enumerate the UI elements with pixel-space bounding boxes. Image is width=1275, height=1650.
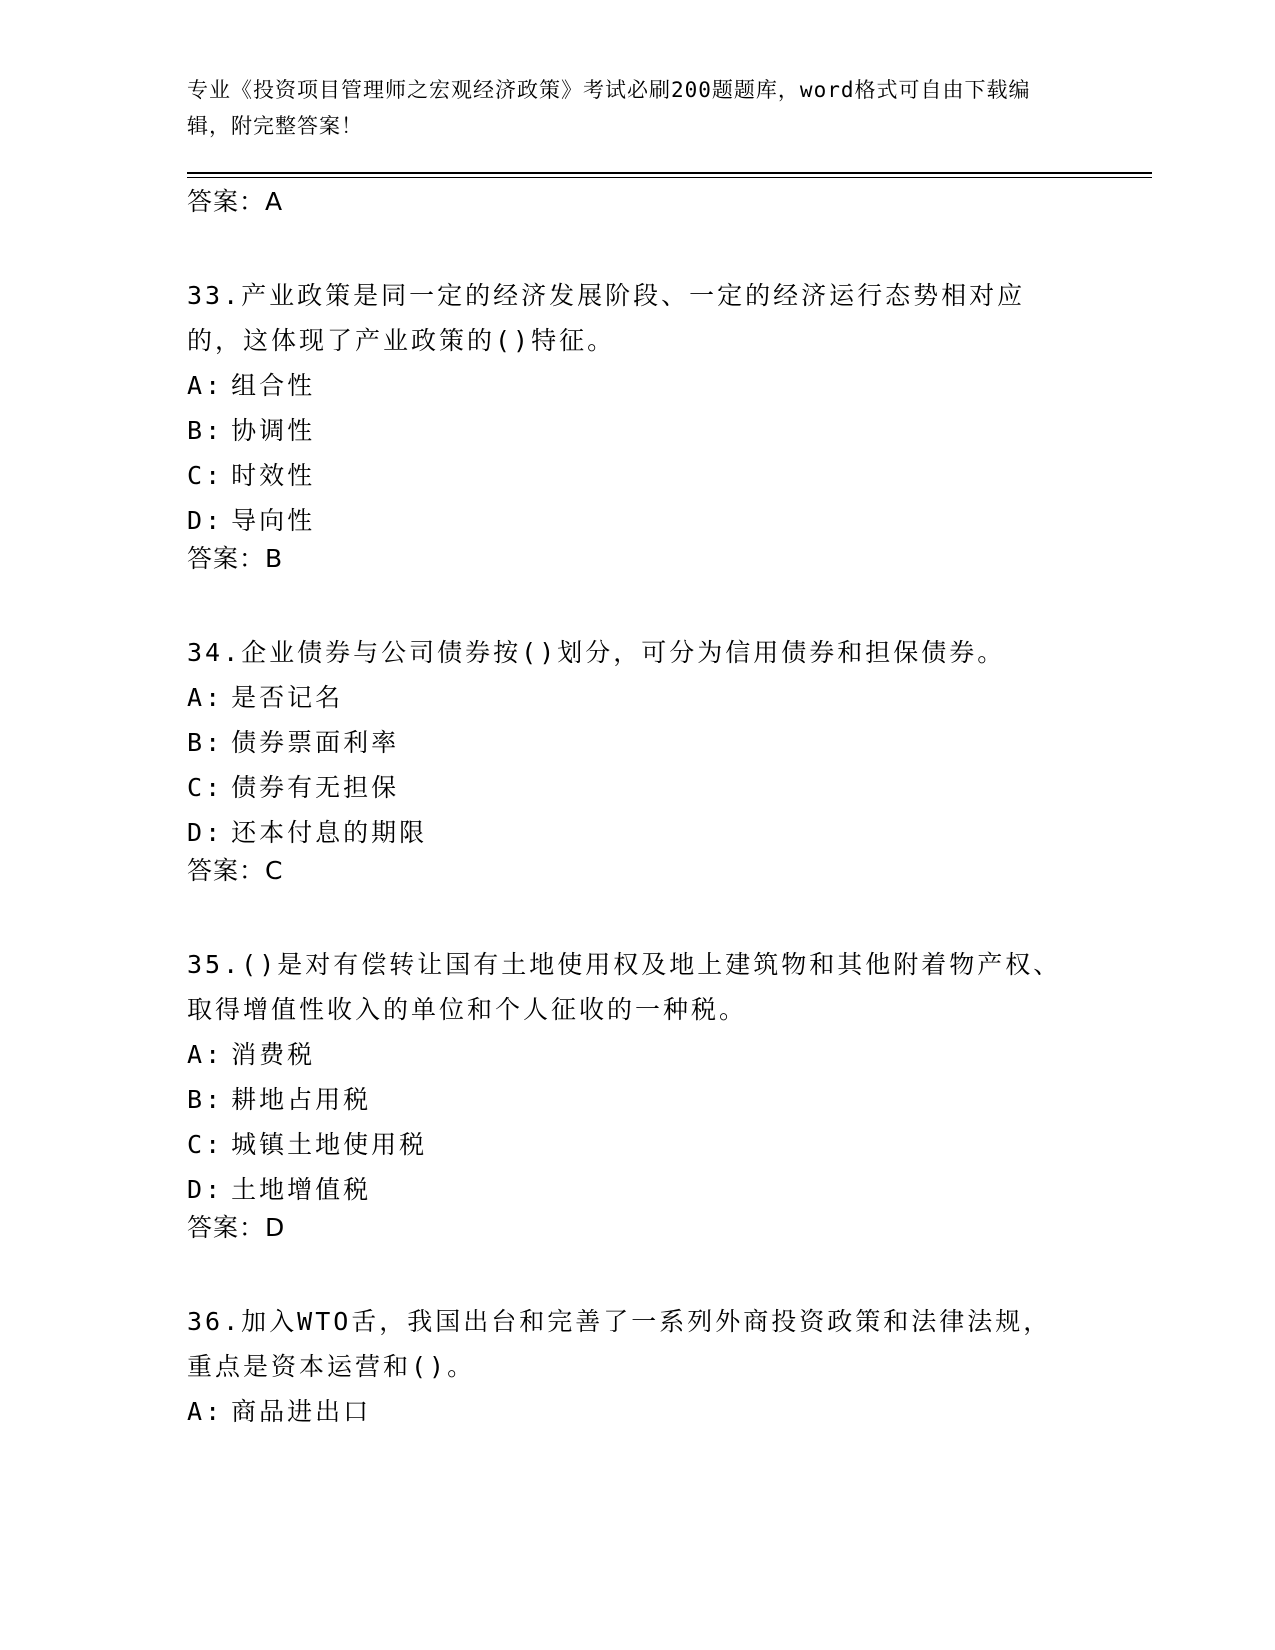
question-36 [187, 1299, 1152, 1434]
option-separator: : [205, 506, 224, 535]
option-a [187, 1032, 1152, 1077]
option-letter: B [187, 1085, 206, 1114]
option-a [187, 675, 1152, 720]
option-a [187, 363, 1152, 408]
option-letter: A [187, 683, 206, 712]
option-text: 债券票面利率 [231, 728, 400, 757]
option-letter: C [187, 1130, 206, 1159]
option-letter: C [187, 773, 206, 802]
question-35 [187, 942, 1152, 1257]
option-b [187, 720, 1152, 765]
option-separator: : [205, 773, 224, 802]
document-page [187, 72, 1152, 1434]
option-a [187, 1389, 1152, 1434]
option-b [187, 408, 1152, 453]
option-letter: A [187, 1040, 206, 1069]
option-text: 协调性 [231, 416, 316, 445]
option-separator: : [205, 461, 224, 490]
question-34 [187, 630, 1152, 900]
option-letter: D [187, 506, 206, 535]
option-separator: : [205, 728, 224, 757]
option-text: 是否记名 [231, 683, 344, 712]
option-separator: : [205, 416, 224, 445]
option-text: 耕地占用税 [231, 1085, 372, 1114]
option-c [187, 453, 1152, 498]
answer-line: 答案：D [187, 1213, 286, 1242]
option-separator: : [205, 1397, 224, 1426]
option-letter: A [187, 371, 206, 400]
option-separator: : [205, 683, 224, 712]
option-c [187, 765, 1152, 810]
option-text: 城镇土地使用税 [231, 1130, 428, 1159]
option-d [187, 498, 1152, 543]
document-header: 专业《投资项目管理师之宏观经济政策》考试必刷200题题库，word格式可自由下载编辑，附完整答案！ [187, 78, 1031, 138]
option-text: 债券有无担保 [231, 773, 400, 802]
option-letter: D [187, 1175, 206, 1204]
option-letter: B [187, 416, 206, 445]
option-text: 还本付息的期限 [231, 818, 428, 847]
question-stem: 33.产业政策是同一定的经济发展阶段、一定的经济运行态势相对应的，这体现了产业政策的()特征。 [187, 281, 1026, 355]
option-letter: B [187, 728, 206, 757]
option-letter: C [187, 461, 206, 490]
answer-line: 答案：C [187, 856, 284, 885]
option-text: 消费税 [231, 1040, 316, 1069]
option-separator: : [205, 818, 224, 847]
option-text: 导向性 [231, 506, 316, 535]
option-separator: : [205, 1175, 224, 1204]
option-b [187, 1077, 1152, 1122]
option-d [187, 1167, 1152, 1212]
option-letter: A [187, 1397, 206, 1426]
option-c [187, 1122, 1152, 1167]
header-divider [187, 172, 1152, 178]
option-separator: : [205, 1085, 224, 1114]
question-stem: 34.企业债券与公司债券按()划分，可分为信用债券和担保债券。 [187, 638, 1006, 667]
option-separator: : [205, 371, 224, 400]
question-stem: 35.()是对有偿转让国有土地使用权及地上建筑物和其他附着物产权、取得增值性收入的单位和个人征收的一种税。 [187, 950, 1062, 1024]
previous-answer: 答案：A [187, 187, 284, 216]
option-text: 组合性 [231, 371, 316, 400]
question-stem: 36.加入WTO舌，我国出台和完善了一系列外商投资政策和法律法规，重点是资本运营和()。 [187, 1307, 1052, 1381]
option-separator: : [205, 1040, 224, 1069]
option-text: 商品进出口 [231, 1397, 372, 1426]
option-letter: D [187, 818, 206, 847]
option-d [187, 810, 1152, 855]
option-text: 土地增值税 [231, 1175, 372, 1204]
option-separator: : [205, 1130, 224, 1159]
question-33 [187, 273, 1152, 588]
answer-line: 答案：B [187, 544, 284, 573]
option-text: 时效性 [231, 461, 316, 490]
